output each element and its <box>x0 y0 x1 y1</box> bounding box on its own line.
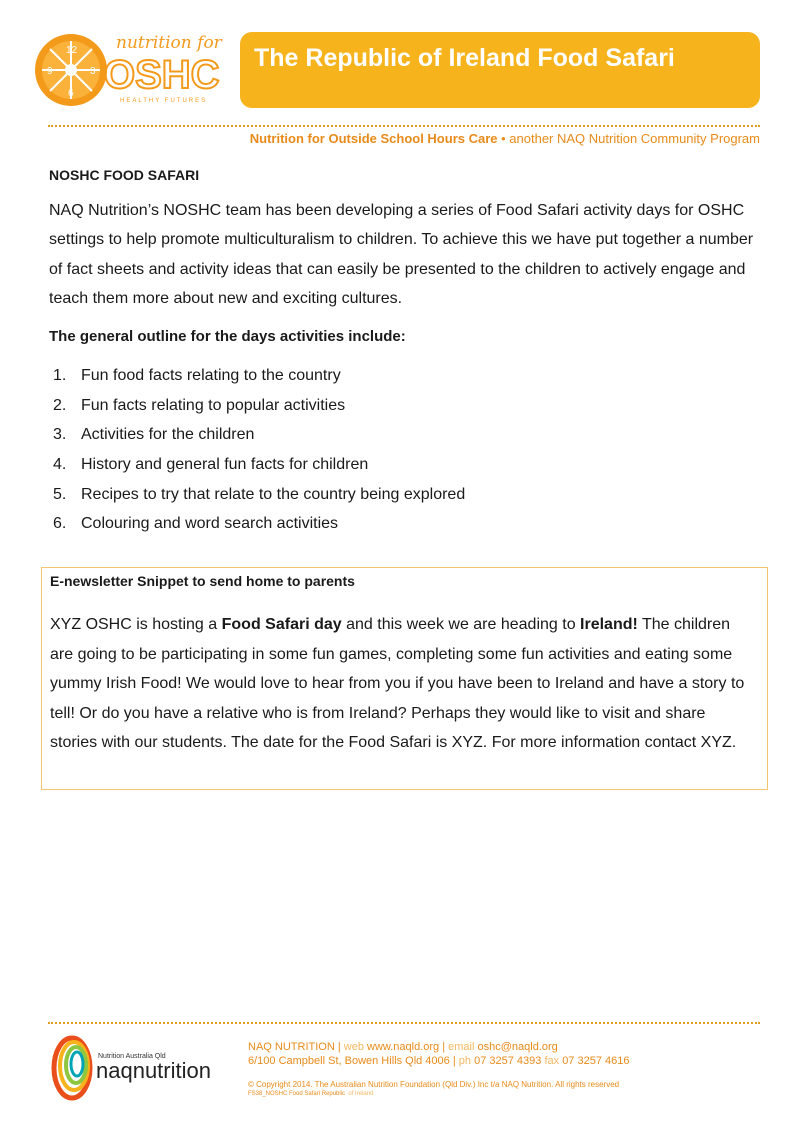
phone-number: 07 3257 4393 <box>474 1055 542 1067</box>
nutrition-for-oshc-logo <box>34 30 234 110</box>
footer-address: 6/100 Campbell St, Bowen Hills Qld 4006 <box>248 1055 450 1067</box>
snippet-title: E-newsletter Snippet to send home to parents <box>50 573 355 589</box>
snippet-bold: Ireland! <box>580 616 638 633</box>
list-item <box>49 480 761 510</box>
footer-line-1: NAQ NUTRITION | web www.naqld.org | email oshc@naqld.org <box>248 1041 558 1053</box>
subheader-bold: Nutrition for Outside School Hours Care <box>249 131 498 146</box>
footer-divider <box>48 1022 760 1024</box>
list-item <box>49 391 761 421</box>
fax-number: 07 3257 4616 <box>562 1055 630 1067</box>
page-title: The Republic of Ireland Food Safari <box>254 44 675 72</box>
footer-org: NAQ NUTRITION <box>248 1041 335 1053</box>
snippet-text: and this week we are heading to <box>341 616 581 633</box>
list-text: Colouring and word search activities <box>81 515 339 533</box>
fax-label: fax <box>544 1055 560 1067</box>
list-number: 2. <box>53 396 67 414</box>
list-text: History and general fun facts for children <box>81 455 369 473</box>
footer-line-2: 6/100 Campbell St, Bowen Hills Qld 4006 | ph 07 3257 4393 fax 07 3257 4616 <box>248 1055 630 1067</box>
email-label: email <box>448 1041 475 1053</box>
list-number: 5. <box>53 485 67 503</box>
phone-label: ph <box>458 1055 472 1067</box>
logo-line2: OSHC <box>104 53 220 97</box>
footer-logo-big: naqnutrition <box>96 1058 211 1083</box>
list-item <box>49 420 761 450</box>
header-divider <box>48 125 760 127</box>
snippet-text: The children are going to be participating in some fun games, completing some fun activities and eating some yummy Irish Food! We would love to hear from you if you have been to Ireland and have a story to tell! Or do you have a relative who is from Ireland? Perhaps they would like to visit and share stories with our students. The date for the Food Safari is XYZ. For more information contact XYZ. <box>50 616 745 751</box>
list-text: Fun food facts relating to the country <box>81 367 341 385</box>
activity-list <box>49 361 761 539</box>
subheader-rest: • another NAQ Nutrition Community Program <box>497 131 760 146</box>
email-link[interactable]: oshc@naqld.org <box>477 1041 558 1053</box>
clock-number: 9 <box>47 66 53 77</box>
list-number: 3. <box>53 426 67 444</box>
snippet-body <box>50 610 756 758</box>
snippet-bold: Food Safari day <box>221 616 342 633</box>
copyright-notice: © Copyright 2014. The Australian Nutrition Foundation (Qld Div.) Inc t/a NAQ Nutrition. All rights reserved <box>248 1080 620 1089</box>
list-number: 1. <box>53 367 67 385</box>
list-text: Recipes to try that relate to the country being explored <box>81 485 466 503</box>
web-link[interactable]: www.naqld.org <box>367 1041 440 1053</box>
footer-logo-small: Nutrition Australia Qld <box>98 1053 166 1060</box>
list-item <box>49 450 761 480</box>
clock-number: 12 <box>66 45 78 56</box>
program-subheader <box>250 131 760 146</box>
list-item <box>49 361 761 391</box>
footer-contact <box>248 1040 629 1068</box>
clock-number: 3 <box>90 66 96 77</box>
intro-paragraph: NAQ Nutrition’s NOSHC team has been developing a series of Food Safari activity days for OSHC settings to help promote multiculturalism to children. To achieve this we have put together a number of fact sheets and activity ideas that can easily be presented to the children to actively engage and teach them more about new and exciting cultures. <box>49 202 754 307</box>
main-content <box>49 166 761 539</box>
logo-tagline: HEALTHY FUTURES <box>120 98 208 104</box>
newsletter-snippet-box <box>41 567 768 790</box>
list-number: 6. <box>53 515 67 533</box>
web-label: web <box>343 1041 364 1053</box>
document-reference <box>248 1091 373 1097</box>
section-heading: NOSHC FOOD SAFARI <box>49 167 200 183</box>
title-banner <box>240 32 760 108</box>
logo-line1: nutrition for <box>116 33 222 53</box>
outline-title: The general outline for the days activities include: <box>49 328 406 346</box>
list-number: 4. <box>53 455 67 473</box>
list-text: Fun facts relating to popular activities <box>81 396 346 414</box>
naq-nutrition-logo <box>50 1032 245 1102</box>
docref-a: FS38_NOSHC Food Safari Republic <box>248 1091 346 1097</box>
list-item <box>49 509 761 539</box>
list-text: Activities for the children <box>81 426 255 444</box>
snippet-text: XYZ OSHC is hosting a <box>50 616 222 633</box>
docref-b: of Ireland <box>348 1091 374 1097</box>
clock-number: 6 <box>68 88 74 99</box>
